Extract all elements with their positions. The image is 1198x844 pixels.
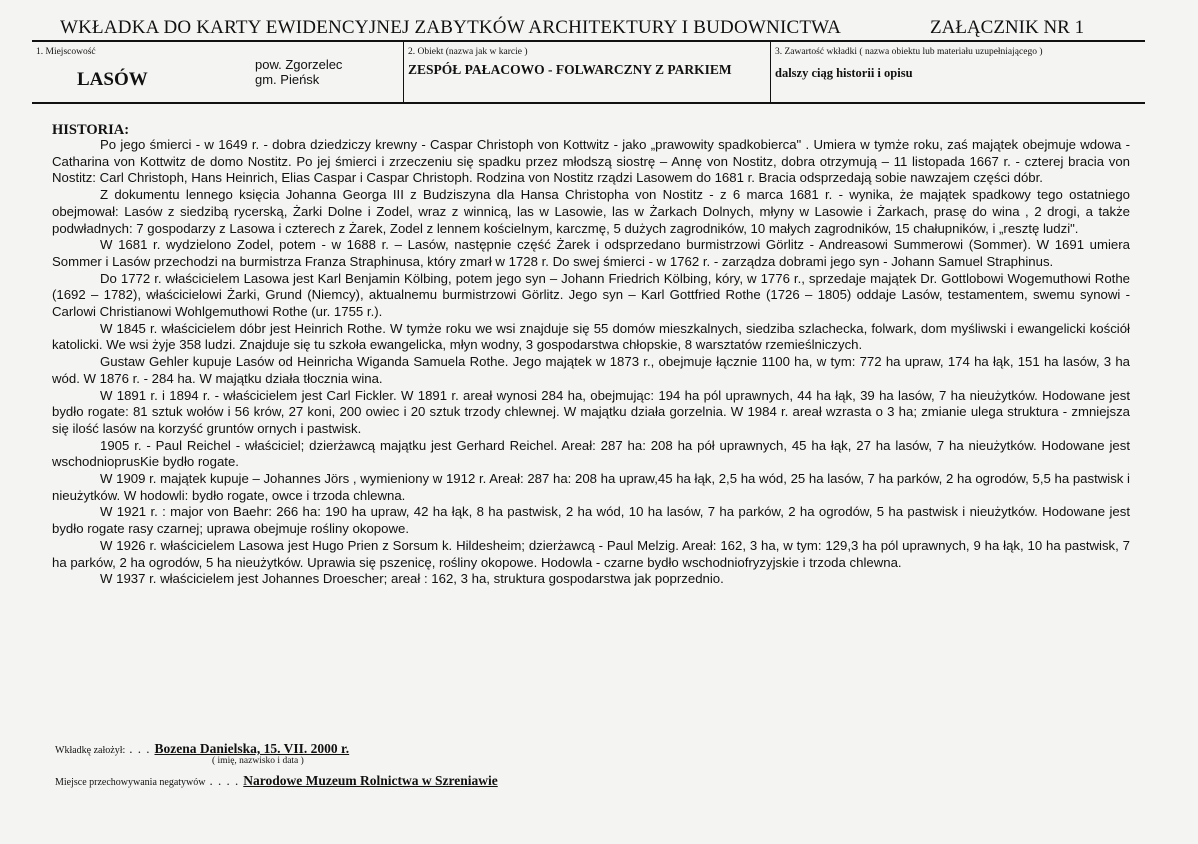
storage-line: Miejsce przechowywania negatywów . . . . Narodowe Muzeum Rolnictwa w Szreniawie: [55, 773, 498, 788]
history-paragraph: W 1926 r. właścicielem Lasowa jest Hugo Prien z Sorsum k. Hildesheim; dzierżawcą - Paul Melzig. Areał: 162, 3 ha, w tym: 129,3 ha pól uprawnych, 9 ha łąk, 10 ha pastwisk, 7 ha parków, 2 ha ogrodów, 5 ha nieużytków. Uprawia się pszenicę, rośliny okopowe. Hodowla - czarne bydło wschodniofryzyjskie i trzoda chlewna.: [52, 537, 1130, 570]
history-paragraph: W 1845 r. właścicielem dóbr jest Heinrich Rothe. W tymże roku we wsi znajduje się 55 domów mieszkalnych, siedziba szlachecka, folwark, dom myśliwski i ewangelicki kościół katolicki. We wsi żyje 358 ludzi. Znajduje się tu szkoła ewangelicka, młyn wodny, 3 gospodarstwa chłopskie, 8 warsztatów rzemieślniczych.: [52, 320, 1130, 353]
locality-label: 1. Miejscowość: [36, 47, 96, 57]
history-paragraph: Do 1772 r. właścicielem Lasowa jest Karl Benjamin Kölbing, potem jego syn – Johann Friedrich Kölbing, kóry, w 1776 r., sprzedaje majątek Dr. Gottlobowi Wogemuthowi Rothe (1692 – 1782), właścicielowi Żarki, Grund (Niemcy), aktualnemu burmistrzowi Görlitz. Jego syn – Karl Gottfried Rothe (1726 – 1805) oddaje Lasów, testamentem, swemu synowi - Carlowi Christianowi Wohlgemuthowi Rothe (ur. 1755 r.).: [52, 270, 1130, 320]
history-text: [52, 137, 1130, 588]
author-value: Bozena Danielska, 15. VII. 2000 r.: [154, 741, 350, 756]
storage-value: Narodowe Muzeum Rolnictwa w Szreniawie: [243, 773, 498, 788]
history-paragraph: Po jego śmierci - w 1649 r. - dobra dziedziczy krewny - Caspar Christoph von Kottwitz - jako „prawowity spadkobierca" . Umiera w tymże roku, zaś majątek obejmuje wdowa - Catharina von Kottwitz de domo Nostitz. Po jej śmierci i zrzeczeniu się spadku przez młodszą siostrę – Annę von Nostitz, dobra otrzymują – 11 listopada 1667 r. - czterej bracia von Nostitz: Carl Christoph, Hans Heinrich, Elias Caspar i Caspar Christoph. Rodzina von Nostitz rządzi Lasowem do 1681 r. Bracia odsprzedają sobie nawzajem części dóbr.: [52, 137, 1130, 186]
document-title: WKŁADKA DO KARTY EWIDENCYJNEJ ZABYTKÓW ARCHITEKTURY I BUDOWNICTWA: [60, 17, 842, 38]
author-caption: ( imię, nazwisko i data ): [212, 756, 304, 766]
history-paragraph: W 1921 r. : major von Baehr: 266 ha: 190 ha upraw, 42 ha łąk, 8 ha pastwisk, 2 ha wód, 10 ha lasów, 7 ha parków, 2 ha ogrodów, 5 ha pastwisk i nieużytków. Hodowane jest bydło rogate rasy czarnej; uprawa obejmuje rośliny okopowe.: [52, 504, 1130, 537]
locality-value: LASÓW: [77, 69, 148, 90]
history-paragraph: Z dokumentu lennego księcia Johanna Georga III z Budziszyna dla Hansa Christopha von Nostitz - z 6 marca 1681 r. - wynika, że majątek spadkowy tego ostatniego obejmował: Lasów z siedzibą rycerską, Żarki Dolne i Zodel, wraz z winnicą, las w Lasowie, las w Żarkach Dolnych, młyny w Lasowie i Żarkach, prasę do wina , 2 drogi, a także podwładnych: 7 gospodarzy z Lasowa i czterech z Żarek, Zodel z lennem kościelnym, karczmę, 5 dużych zagrodników, 10 małych zagrodników, 15 chałupników, i „resztę ludzi".: [52, 187, 1130, 236]
storage-label: Miejsce przechowywania negatywów: [55, 777, 206, 788]
history-paragraph: W 1937 r. właścicielem jest Johannes Droescher; areał : 162, 3 ha, struktura gospodarstwa jak poprzednio.: [100, 571, 724, 587]
section-heading: HISTORIA:: [52, 122, 130, 138]
contents-cell: [771, 42, 1145, 102]
attachment-number: ZAŁĄCZNIK NR 1: [930, 17, 1085, 38]
contents-value: dalszy ciąg historii i opisu: [775, 66, 913, 80]
district-commune: gm. Pieńsk: [255, 72, 320, 87]
object-value: ZESPÓŁ PAŁACOWO - FOLWARCZNY Z PARKIEM: [408, 62, 732, 77]
history-paragraph: W 1891 r. i 1894 r. - właścicielem jest Carl Fickler. W 1891 r. areał wynosi 284 ha, obejmując: 194 ha pól uprawnych, 44 ha łąk, 39 ha lasów, 7 ha nieużytków. Hodowane jest bydło rogate: 81 sztuk wołów i 56 krów, 27 koni, 200 owiec i 20 sztuk trzody chlewnej. W majątku działa gorzelnia. W 1984 r. areał wzrasta o 3 ha; zmianie ulega struktura - zmniejsza się ilość lasów na korzyść gruntów ornych i pastwisk.: [52, 387, 1130, 436]
history-paragraph: Gustaw Gehler kupuje Lasów od Heinricha Wiganda Samuela Rothe. Jego majątek w 1873 r., obejmuje łącznie 1100 ha, w tym: 772 ha upraw, 174 ha łąk, 151 ha lasów, 3 ha wód. W 1876 r. - 284 ha. W majątku działa tłocznia wina.: [52, 354, 1130, 386]
district-county: pow. Zgorzelec: [255, 57, 343, 72]
history-paragraph: W 1909 r. majątek kupuje – Johannes Jörs , wymieniony w 1912 r. Areał: 287 ha: 208 ha upraw,45 ha łąk, 2,5 ha wód, 25 ha lasów, 7 ha parków, 2 ha ogrodów, 5,5 ha pastwisk i nieużytków. W hodowli: bydło rogate, owce i trzoda chlewna.: [52, 471, 1130, 503]
history-paragraph: W 1681 r. wydzielono Zodel, potem - w 1688 r. – Lasów, następnie część Żarek i odsprzedano burmistrzowi Görlitz - Andreasowi Summerowi (Sommer). W 1691 umiera Sommer i Lasów przechodzi na burmistrza Franza Straphinusa, który zmarł w 1728 r. Do swej śmierci - w 1762 r. - zarządza dobrami jego syn - Johann Samuel Straphinus.: [52, 237, 1130, 269]
district-info: [255, 57, 342, 87]
info-table: [32, 40, 1145, 104]
object-cell: [404, 42, 771, 102]
author-label: Wkładkę założył:: [55, 745, 126, 756]
history-paragraph: 1905 r. - Paul Reichel - właściciel; dzierżawcą majątku jest Gerhard Reichel. Areał: 287 ha: 208 ha pół uprawnych, 45 ha łąk, 27 ha lasów, 7 ha nieużytków. Hodowane jest wschodnioprusKie bydło rogate.: [52, 437, 1130, 470]
author-line: Wkładkę założył: . . . Bozena Danielska, 15. VII. 2000 r.: [55, 741, 350, 756]
locality-cell: [32, 42, 404, 102]
object-label: 2. Obiekt (nazwa jak w karcie ): [408, 47, 528, 57]
contents-label: 3. Zawartość wkładki ( nazwa obiektu lub materiału uzupełniającego ): [775, 47, 1043, 57]
